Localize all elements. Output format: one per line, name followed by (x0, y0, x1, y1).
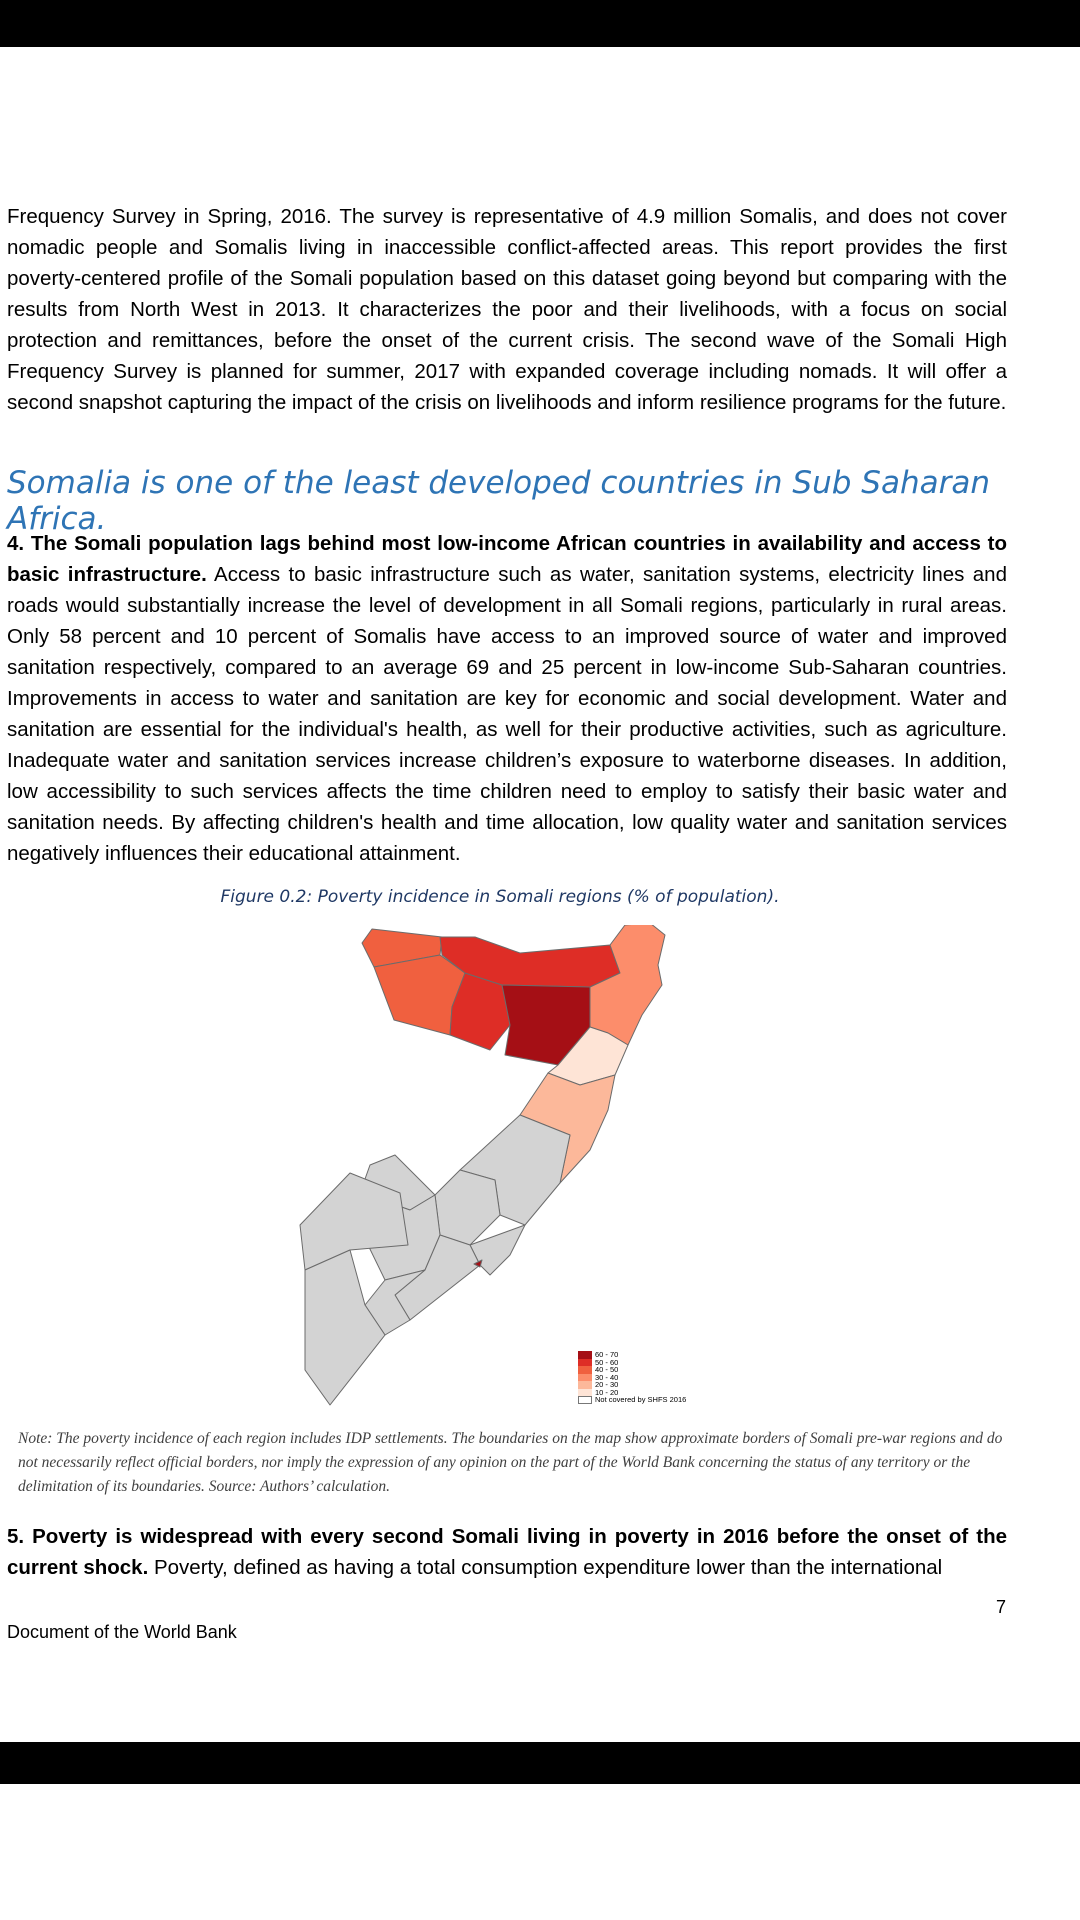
legend-label: 60 - 70 (595, 1350, 619, 1359)
somalia-poverty-map (290, 925, 720, 1425)
figure-caption: Figure 0.2: Poverty incidence in Somali regions (% of population). (220, 887, 780, 907)
legend-label: 50 - 60 (595, 1357, 619, 1367)
paragraph-4-body: Access to basic infrastructure such as water, sanitation systems, electricity lines and roads would substantially increase the level of development in all Somali regions, particularly in rural areas. Only 58 percent and 10 percent of Somalis have access to an improved source of water and improved sanitation respectively, compared to an average 69 and 25 percent in low-income Sub-Saharan countries. Improvements in access to water and sanitation are key for economic and social development. Water and sanitation are essential for the individual's health, as well for their productive activities, such as agriculture. Inadequate water and sanitation services increase children’s exposure to waterborne diseases. In addition, low accessibility to such services affects the time children need to employ to satisfy their basic water and sanitation needs. By affecting children's health and time allocation, low quality water and sanitation services negatively influences their educational attainment. (7, 563, 1007, 865)
page-number: 7 (996, 1597, 1007, 1617)
legend-swatch (578, 1396, 592, 1404)
map-legend (578, 1351, 686, 1404)
legend-swatch (578, 1351, 592, 1359)
page-footer: Document of the World Bank (7, 1622, 237, 1642)
legend-label: 30 - 40 (595, 1372, 619, 1382)
paragraph-5-body: Poverty, defined as having a total consumption expenditure lower than the international (148, 1556, 943, 1579)
region-bari (590, 925, 665, 1045)
legend-swatch (578, 1366, 592, 1374)
top-black-bar (0, 0, 1080, 47)
paragraph-5 (7, 1521, 1007, 1583)
region-hiraan (435, 1170, 500, 1245)
paragraph-4 (7, 528, 1007, 869)
legend-label: Not covered by SHFS 2016 (595, 1395, 687, 1404)
legend-row (578, 1396, 686, 1404)
legend-swatch (578, 1359, 592, 1367)
paragraph-1: Frequency Survey in Spring, 2016. The survey is representative of 4.9 million Somalis, and does not cover nomadic people and Somalis living in inaccessible conflict-affected areas. This report provides the first poverty-centered profile of the Somali population based on this dataset going beyond but comparing with the results from North West in 2013. It characterizes the poor and their livelihoods, with a focus on social protection and remittances, before the onset of the current crisis. The second wave of the Somali High Frequency Survey is planned for summer, 2017 with expanded coverage including nomads. It will offer a second snapshot capturing the impact of the crisis on livelihoods and inform resilience programs for the future. (7, 205, 1007, 414)
legend-label: 20 - 30 (595, 1380, 619, 1389)
legend-swatch (578, 1389, 592, 1397)
paragraph-5-lead: 5. Poverty is widespread with every second Somali living in poverty in 2016 before the onset of the current shock. (7, 1525, 1007, 1579)
bottom-black-bar (0, 1742, 1080, 1784)
region-lower-juba (305, 1250, 385, 1405)
legend-label: 40 - 50 (595, 1365, 619, 1374)
legend-swatch (578, 1381, 592, 1389)
legend-swatch (578, 1374, 592, 1382)
legend-label: 10 - 20 (595, 1387, 619, 1397)
figure-note: Note: The poverty incidence of each region includes IDP settlements. The boundaries on the map show approximate borders of Somali pre-war regions and do not necessarily reflect official borders, nor imply the expression of any opinion on the part of the World Bank concerning the status of any territory or the delimitation of its boundaries. Source: Authors’ calculation. (18, 1430, 1003, 1495)
section-heading: Somalia is one of the least developed countries in Sub Saharan Africa. (7, 465, 990, 537)
paragraph-4-lead: 4. The Somali population lags behind most low-income African countries in availability and access to basic infrastructure. (7, 532, 1007, 586)
